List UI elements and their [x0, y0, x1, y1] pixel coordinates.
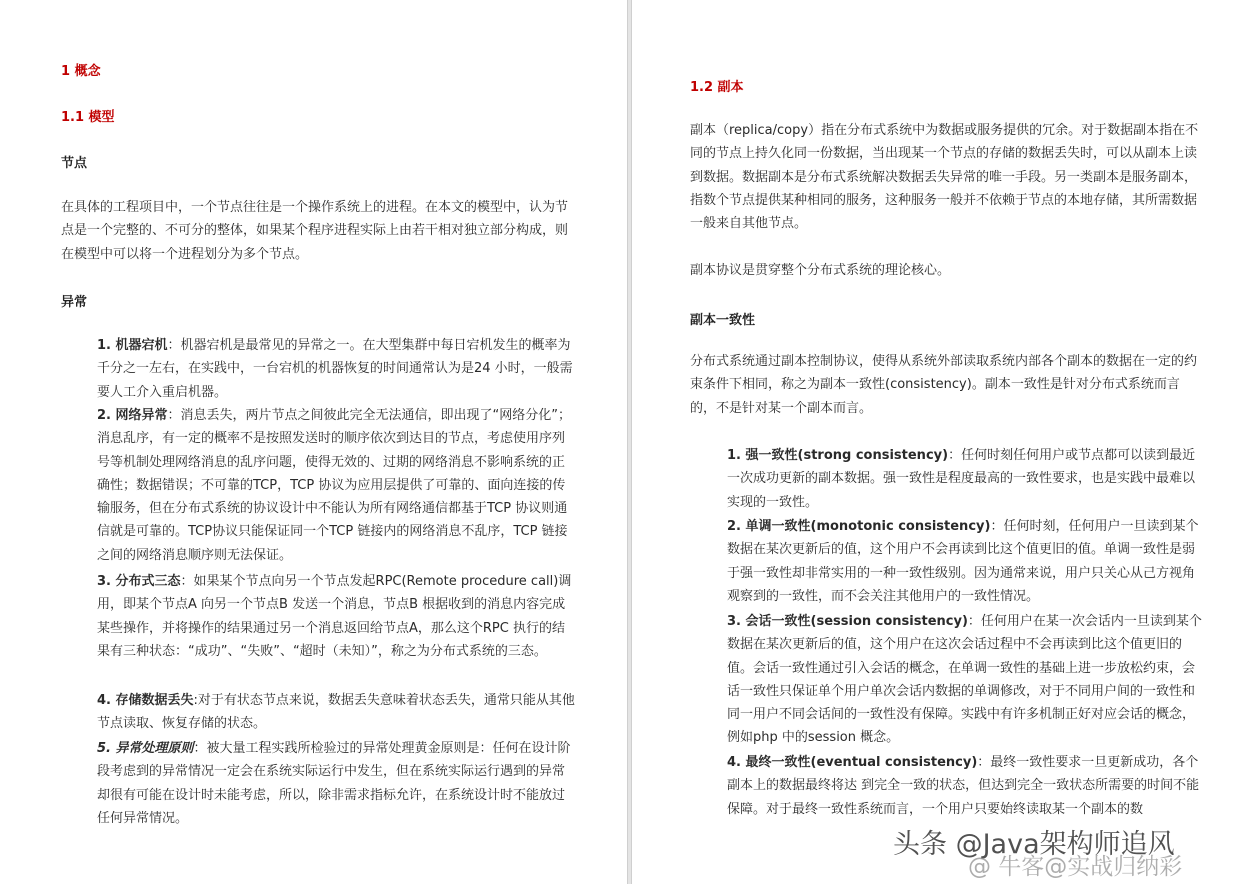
item-text: 被大量工程实践所检验过的异常处理黄金原则是：任何在设计阶段考虑到的异常情况一定会在系统实际运行中发生，但在系统实际运行遇到的异常却很有可能在设计时未能考虑，所以，除非需求指标允许，在系统设计时不能放过任何异常情况。 — [97, 741, 571, 826]
heading-replica: 1.2 副本 — [690, 80, 744, 95]
watermark-secondary: @ 牛客@实战归纳彩 — [968, 854, 1183, 880]
right-page — [632, 0, 1259, 884]
item-text: 任何时刻，任何用户一旦读到某个数据在某次更新后的值，这个用户不会再读到比这个值更旧的值。单调一致性是弱于强一致性却非常实用的一种一致性级别。因为通常来说，用户只关心从己方视角观察到的一致性，而不会关注其他用户的一致性情况。 — [727, 519, 1199, 604]
item-label: 1. 机器宕机 — [97, 338, 168, 353]
heading-anomaly: 异常 — [61, 295, 88, 310]
item-label: 2. 单调一致性(monotonic consistency) — [727, 519, 991, 534]
item-text: 任何用户在某一次会话内一旦读到某个数据在某次更新后的值，这个用户在这次会话过程中不会再读到比这个值更旧的值。会话一致性通过引入会话的概念，在单调一致性的基础上进一步放松约束，会话一致性只保证单个用户单次会话内数据的单调修改，对于不同用户间的一致性和同一用户不同会话间的一致性没有保障。实践中有许多机制正好对应会话的概念，例如php 中的session 概念。 — [727, 614, 1202, 746]
item-text: 如果某个节点向另一个节点发起RPC(Remote procedure call)调用，即某个节点A 向另一个节点B 发送一个消息，节点B 根据收到的消息内容完成某些操作，并将操作的结果通过另一个消息返回给节点A，那么这个RPC 执行的结果有三种状态：“成功”、“失败”、“超时（未知）”，称之为分布式系统的三态。 — [97, 574, 572, 659]
node-paragraph: 在具体的工程项目中，一个节点往往是一个操作系统上的进程。在本文的模型中，认为节点是一个完整的、不可分的整体，如果某个程序进程实际上由若干相对独立部分构成，则在模型中可以将一个进程划分为多个节点。 — [61, 200, 569, 262]
replica-paragraph: 副本（replica/copy）指在分布式系统中为数据或服务提供的冗余。对于数据副本指在不同的节点上持久化同一份数据，当出现某一个节点的存储的数据丢失时，可以从副本上读到数据。数据副本是分布式系统解决数据丢失异常的唯一手段。另一类副本是服务副本，指数个节点提供某种相同的服务，这种服务一般并不依赖于节点的本地存储，其所需数据一般来自其他节点。 — [690, 123, 1199, 232]
heading-node: 节点 — [61, 156, 88, 171]
consistency-paragraph: 分布式系统通过副本控制协议，使得从系统外部读取系统内部各个副本的数据在一定的约束条件下相同，称之为副本一致性(consistency)。副本一致性是针对分布式系统而言的，不是针对某一个副本而言。 — [690, 354, 1198, 416]
item-text: 最终一致性要求一旦更新成功，各个副本上的数据最终将达 到完全一致的状态，但达到完全一致状态所需要的时间不能保障。对于最终一致性系统而言，一个用户只要始终读取某一个副本的数 — [727, 755, 1200, 817]
heading-model: 1.1 模型 — [61, 110, 115, 125]
item-label: 3. 会话一致性(session consistency) — [727, 614, 968, 629]
heading-consistency: 副本一致性 — [690, 313, 756, 328]
item-text: 机器宕机是最常见的异常之一。在大型集群中每日宕机发生的概率为千分之一左右，在实践中，一台宕机的机器恢复的时间通常认为是24 小时，一般需要人工介入重启机器。 — [97, 338, 573, 400]
anomaly-item-three-state: 3. 分布式三态：如果某个节点向另一个节点发起RPC(Remote procedure call)调用，即某个节点A 向另一个节点B 发送一个消息，节点B 根据收到的消息内容完成某些操作，并将操作的结果通过另一个消息返回给节点A，那么这个RPC 执行的结果有三种状态：“成功”、“失败”、“超时（未知）”，称之为分布式系统的三态。 — [97, 574, 572, 659]
item-label: 1. 强一致性(strong consistency) — [727, 448, 949, 463]
consistency-item-monotonic: 2. 单调一致性(monotonic consistency)：任何时刻，任何用户一旦读到某个数据在某次更新后的值，这个用户不会再读到比这个值更旧的值。单调一致性是弱于强一致性却非常实用的一种一致性级别。因为通常来说，用户只关心从己方视角观察到的一致性，而不会关注其他用户的一致性情况。 — [727, 519, 1199, 604]
item-label: 2. 网络异常 — [97, 408, 168, 423]
watermark-primary: 头条 @Java架构师追风 — [893, 829, 1175, 860]
consistency-item-session: 3. 会话一致性(session consistency)：任何用户在某一次会话内一旦读到某个数据在某次更新后的值，这个用户在这次会话过程中不会再读到比这个值更旧的值。会话一致性通过引入会话的概念，在单调一致性的基础上进一步放松约束，会话一致性只保证单个用户单次会话内数据的单调修改，对于不同用户间的一致性和同一用户不同会话间的一致性没有保障。实践中有许多机制正好对应会话的概念，例如php 中的session 概念。 — [727, 614, 1202, 746]
anomaly-item-data-loss: 4. 存储数据丢失:对于有状态节点来说，数据丢失意味着状态丢失，通常只能从其他节点读取、恢复存储的状态。 — [97, 693, 575, 732]
heading-concept: 1 概念 — [61, 64, 101, 79]
item-text: 对于有状态节点来说，数据丢失意味着状态丢失，通常只能从其他节点读取、恢复存储的状态。 — [97, 693, 575, 732]
item-label: 4. 最终一致性(eventual consistency) — [727, 755, 978, 770]
consistency-item-eventual: 4. 最终一致性(eventual consistency)：最终一致性要求一旦更新成功，各个副本上的数据最终将达 到完全一致的状态，但达到完全一致状态所需要的时间不能保障。对于最终一致性系统而言，一个用户只要始终读取某一个副本的数 — [727, 755, 1200, 817]
anomaly-item-crash: 1. 机器宕机：机器宕机是最常见的异常之一。在大型集群中每日宕机发生的概率为千分之一左右，在实践中，一台宕机的机器恢复的时间通常认为是24 小时，一般需要人工介入重启机器。 — [97, 338, 573, 400]
item-label: 3. 分布式三态 — [97, 574, 181, 589]
item-text: 消息丢失，两片节点之间彼此完全无法通信，即出现了“网络分化”；消息乱序，有一定的概率不是按照发送时的顺序依次到达目的节点，考虑使用序列号等机制处理网络消息的乱序问题，使得无效的、过期的网络消息不影响系统的正确性；数据错误；不可靠的TCP，TCP 协议为应用层提供了可靠的、面向连接的传输服务，但在分布式系统的协议设计中不能认为所有网络通信都基于TCP 协议则通信就是可靠的。TCP协议只能保证同一个TCP 链接内的网络消息不乱序，TCP 链接之间的网络消息顺序则无法保证。 — [97, 408, 572, 563]
left-page — [0, 0, 627, 884]
anomaly-item-network: 2. 网络异常：消息丢失，两片节点之间彼此完全无法通信，即出现了“网络分化”；消息乱序，有一定的概率不是按照发送时的顺序依次到达目的节点，考虑使用序列号等机制处理网络消息的乱序问题，使得无效的、过期的网络消息不影响系统的正确性；数据错误；不可靠的TCP，TCP 协议为应用层提供了可靠的、面向连接的传输服务，但在分布式系统的协议设计中不能认为所有网络通信都基于TCP 协议则通信就是可靠的。TCP协议只能保证同一个TCP 链接内的网络消息不乱序，TCP 链接之间的网络消息顺序则无法保证。 — [97, 408, 572, 563]
item-label: 4. 存储数据丢失 — [97, 693, 194, 708]
item-label: 5. 异常处理原则 — [97, 741, 194, 756]
protocol-paragraph: 副本协议是贯穿整个分布式系统的理论核心。 — [690, 263, 951, 278]
consistency-item-strong: 1. 强一致性(strong consistency)：任何时刻任何用户或节点都可以读到最近一次成功更新的副本数据。强一致性是程度最高的一致性要求，也是实践中最难以实现的一致性。 — [727, 448, 1196, 510]
anomaly-item-principle: 5. 异常处理原则：被大量工程实践所检验过的异常处理黄金原则是：任何在设计阶段考虑到的异常情况一定会在系统实际运行中发生，但在系统实际运行遇到的异常却很有可能在设计时未能考虑，所以，除非需求指标允许，在系统设计时不能放过任何异常情况。 — [97, 741, 571, 826]
item-text: 任何时刻任何用户或节点都可以读到最近一次成功更新的副本数据。强一致性是程度最高的一致性要求，也是实践中最难以实现的一致性。 — [727, 448, 1196, 510]
